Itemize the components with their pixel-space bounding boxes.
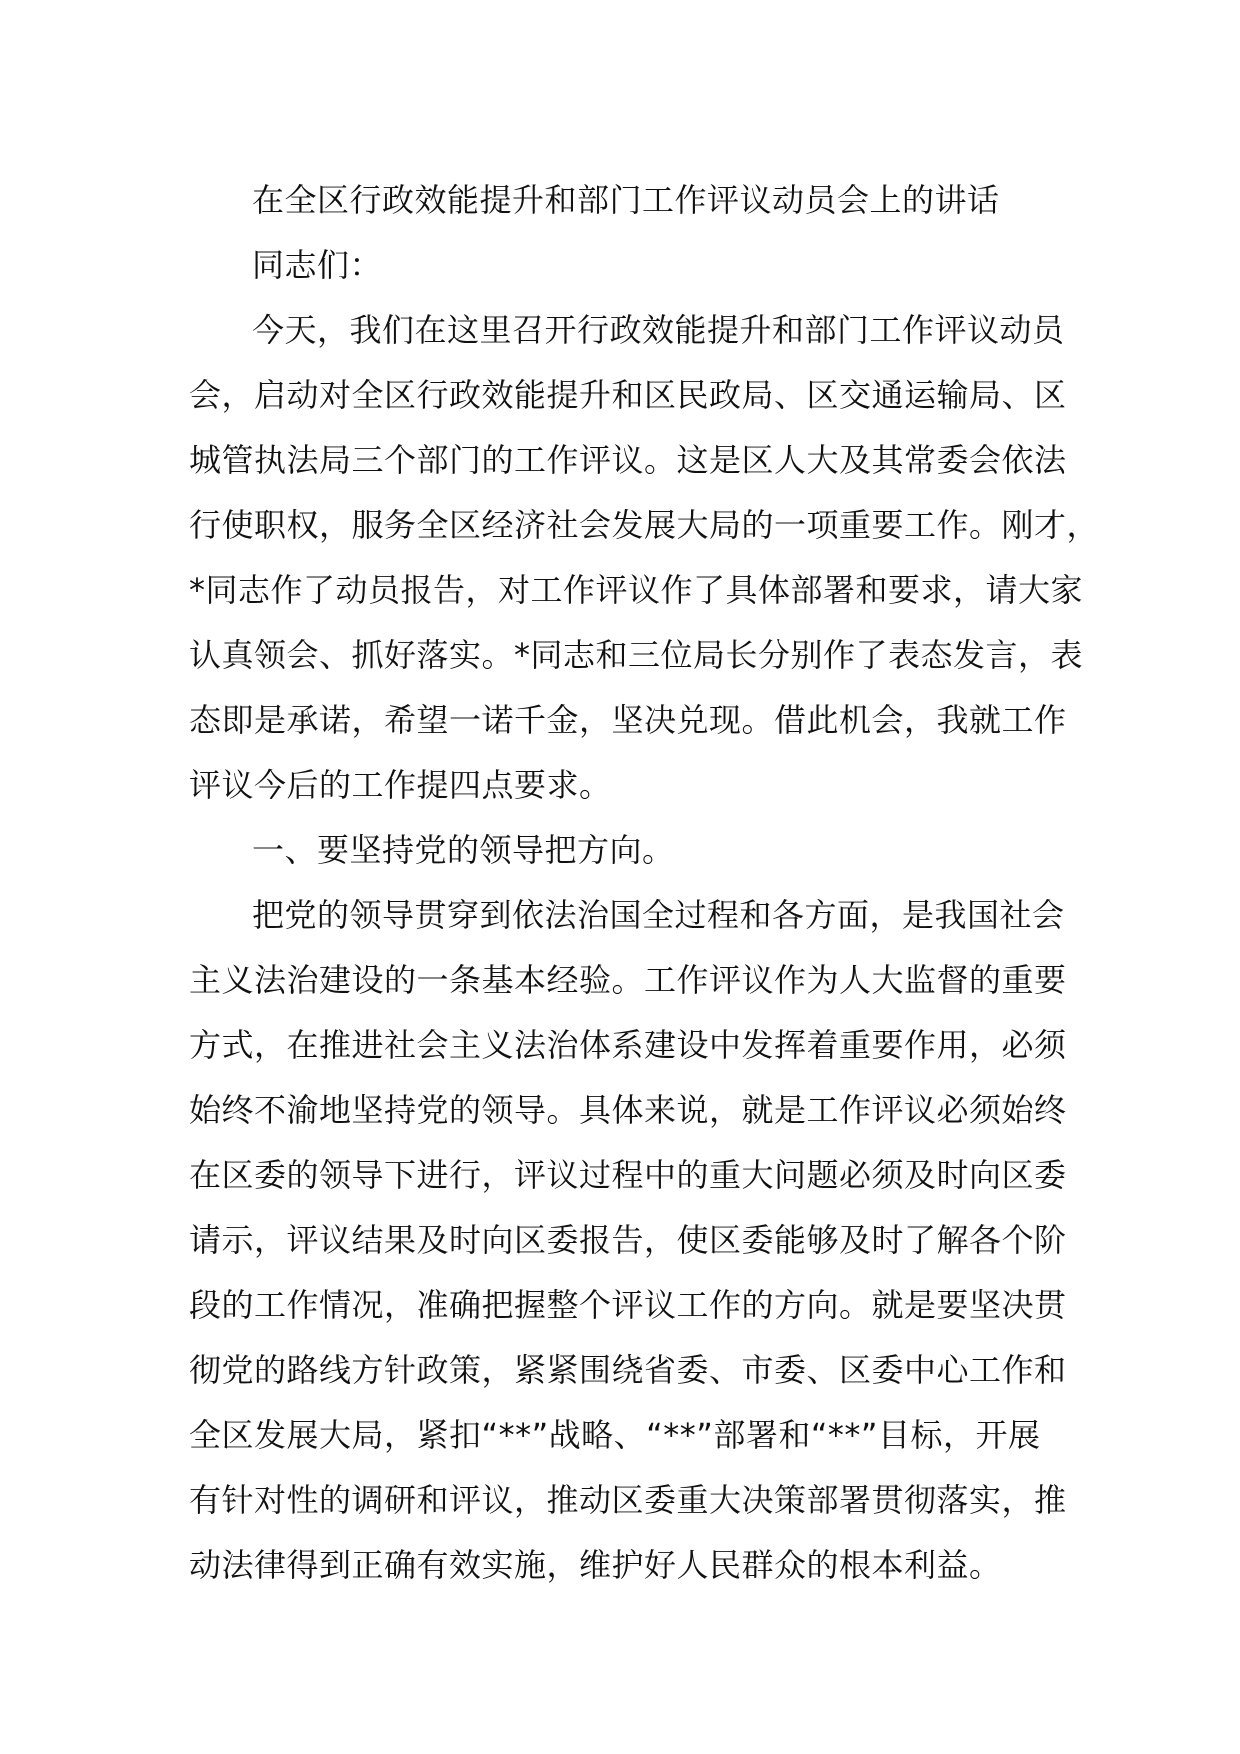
text-line: 在区委的领导下进行，评议过程中的重大问题必须及时向区委 bbox=[189, 1156, 1067, 1194]
text-line: 请示，评议结果及时向区委报告，使区委能够及时了解各个阶 bbox=[189, 1221, 1067, 1259]
text-line: 始终不渝地坚持党的领导。具体来说，就是工作评议必须始终 bbox=[189, 1091, 1067, 1129]
document-body bbox=[189, 168, 1100, 1598]
text-line: *同志作了动员报告，对工作评议作了具体部署和要求，请大家 bbox=[189, 571, 1084, 609]
text-line: 段的工作情况，准确把握整个评议工作的方向。就是要坚决贯 bbox=[189, 1286, 1067, 1324]
section-heading: 一、要坚持党的领导把方向。 bbox=[252, 831, 675, 869]
text-line: 认真领会、抓好落实。*同志和三位局长分别作了表态发言，表 bbox=[189, 636, 1084, 674]
text-line: 有针对性的调研和评议，推动区委重大决策部署贯彻落实，推 bbox=[189, 1481, 1067, 1519]
text-line: 今天，我们在这里召开行政效能提升和部门工作评议动员 bbox=[252, 311, 1065, 349]
text-line: 行使职权，服务全区经济社会发展大局的一项重要工作。刚才， bbox=[189, 506, 1100, 544]
salutation: 同志们： bbox=[252, 246, 383, 284]
text-line: 彻党的路线方针政策，紧紧围绕省委、市委、区委中心工作和 bbox=[189, 1351, 1067, 1389]
document-title: 在全区行政效能提升和部门工作评议动员会上的讲话 bbox=[252, 181, 1000, 219]
text-line: 动法律得到正确有效实施，维护好人民群众的根本利益。 bbox=[189, 1546, 1002, 1584]
text-line: 把党的领导贯穿到依法治国全过程和各方面，是我国社会 bbox=[252, 896, 1065, 934]
text-line: 主义法治建设的一条基本经验。工作评议作为人大监督的重要 bbox=[189, 961, 1067, 999]
text-line: 城管执法局三个部门的工作评议。这是区人大及其常委会依法 bbox=[189, 441, 1067, 479]
text-line: 全区发展大局，紧扣“**”战略、“**”部署和“**”目标，开展 bbox=[189, 1416, 1041, 1454]
text-line: 态即是承诺，希望一诺千金，坚决兑现。借此机会，我就工作 bbox=[189, 701, 1067, 739]
text-line: 评议今后的工作提四点要求。 bbox=[189, 766, 612, 804]
text-line: 方式，在推进社会主义法治体系建设中发挥着重要作用，必须 bbox=[189, 1026, 1067, 1064]
text-line: 会，启动对全区行政效能提升和区民政局、区交通运输局、区 bbox=[189, 376, 1067, 414]
